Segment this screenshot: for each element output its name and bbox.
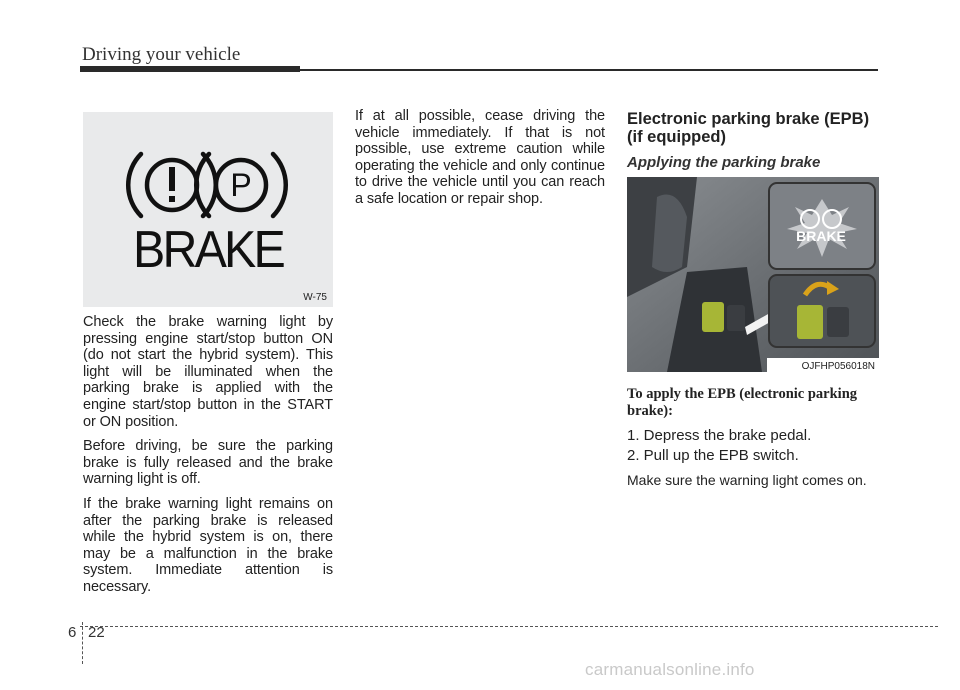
step-pull-epb: 2. Pull up the EPB switch. xyxy=(627,447,799,464)
procedure-title: To apply the EPB (electronic parking brake): xyxy=(627,386,858,419)
right-column xyxy=(627,110,879,488)
inset-brake-word: BRAKE xyxy=(796,228,846,244)
left-column xyxy=(83,314,333,604)
footer-rule xyxy=(80,626,938,627)
figure-caption: W-75 xyxy=(303,292,327,303)
epb-switch-figure xyxy=(627,177,879,372)
brake-warning-light-figure xyxy=(83,112,333,307)
subsection-title: Applying the parking brake xyxy=(627,154,821,171)
brake-word: BRAKE xyxy=(133,221,285,279)
epb-console-illustration xyxy=(627,177,879,372)
brake-warning-icon xyxy=(83,112,333,307)
footer-divider xyxy=(82,622,83,664)
paragraph-cease-driving: If at all possible, cease driving the vehicle immediately. If that is not possible, use extreme caution while operating the vehicle and only continue to drive the vehicle until you can reach a safe location or repair shop. xyxy=(355,108,605,207)
watermark: carmanualsonline.info xyxy=(585,660,755,679)
header-rule-thick xyxy=(80,66,300,72)
note-warning-light: Make sure the warning light comes on. xyxy=(627,472,867,488)
page-header-title: Driving your vehicle xyxy=(82,44,241,65)
page-number: 22 xyxy=(88,624,105,641)
svg-text:P: P xyxy=(230,167,252,203)
header-rule-thin xyxy=(300,69,878,71)
epb-figure-caption: OJFHP056018N xyxy=(801,361,875,372)
section-title: Electronic parking brake (EPB) (if equipped) xyxy=(627,110,870,146)
paragraph-before-driving: Before driving, be sure the parking brake is fully released and the brake warning light is off. xyxy=(83,438,333,488)
paragraph-check-light: Check the brake warning light by pressing engine start/stop button ON (do not start the hybrid system). This light will be illuminated when the parking brake is applied with the engine start/stop button in the START or ON position. xyxy=(83,314,333,430)
step-depress-brake: 1. Depress the brake pedal. xyxy=(627,427,812,444)
middle-column xyxy=(355,108,605,216)
paragraph-malfunction: If the brake warning light remains on after the parking brake is released while the hybrid system is on, there may be a malfunction in the brake system. Immediate attention is necessary. xyxy=(83,495,333,595)
chapter-number: 6 xyxy=(68,624,77,641)
